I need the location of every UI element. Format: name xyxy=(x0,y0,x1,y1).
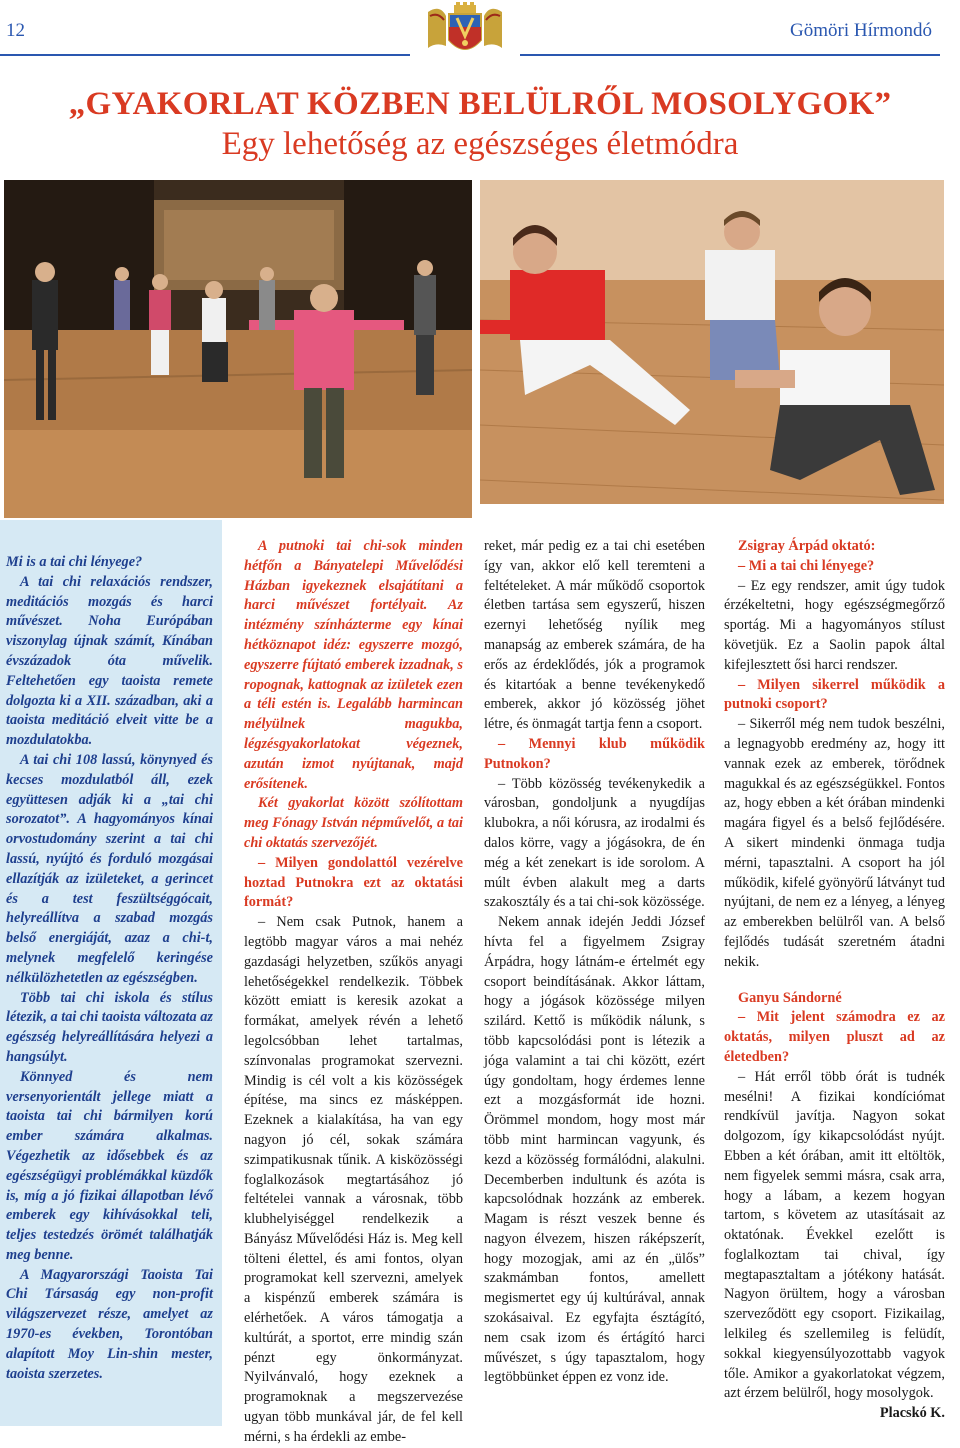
interview-answer: – Ez egy rendszer, amit úgy tudok érzékeltetni, hogy egészségmegőrző sportág. Mi a hagyományos stílust követjük. Ez a Saolin papok által kifejlesztett ősi harci rendszer. xyxy=(724,577,945,673)
page-number: 12 xyxy=(6,20,25,41)
sidebar-paragraph: A Magyarországi Taoista Tai Chi Társaság egy non-profit világszervezet része, amelyet az 1970-es években, Torontóban alapított Moy Lin-shin mester, taoista szerzetes. xyxy=(6,1266,213,1382)
answer-text: – Hát erről több órát is tudnék mesélni! A fizikai kondíciómat rendkívül javítja. Nagyon sokat dolgozom, így kikapcsolódást nyújt. Ebben a két órában, amit itt eltöltök, nem figyelek semmi másra, csak arra, hogy a lábam, a kezem hogyan tartom, s követem az utasításait az oktatónak. Évekkel ezelőtt is foglalkoztam tai chival, így megtapasztaltam a jótékony hatását. Nagyon örültem, hogy a városban szerveződött egy csoport. Fizikailag, lelkileg és szellemileg is felüdít, sokkal kiegyensúlyozottabb vagyok tőle. Amikor a gyakorlatokat végzem, azt érzem belülről, hogy mosolygok. xyxy=(724,1068,945,1402)
sidebar-text xyxy=(6,553,213,1384)
interview-question: – Milyen gondolattól vezérelve hoztad Putnokra ezt az oktatási formát? xyxy=(244,854,463,911)
article-column-4 xyxy=(724,537,945,1424)
article-column-3 xyxy=(484,537,705,1388)
answer-continuation: reket, már pedig ez a tai chi esetében így van, akkor elő kell teremteni a feltételeket. A már működő csoportok életben tartása sem egyszerű, hiszen ezernyi lehetőség nyílik meg manapság az emberek számára, de ha erős az érdeklődés, jók a programok és kitartóak a benne tevékenykedő emberek, akkor jó közösség jöhet létre, és önmagát tartja fenn a csoport. xyxy=(484,538,705,733)
headline-subtitle: Egy lehetőség az egészséges életmódra xyxy=(221,126,739,162)
photo-group-practice xyxy=(4,180,472,518)
sidebar-paragraph: A tai chi 108 lassú, könynyed és kecses mozdulatból áll, ezek együttesen adják ki a „tai chi sorozatot”. A hagyományos kínai orvostudomány szerint a tai chi lassú, nyújtó és forduló mozgásai ellazítják az izületeket, a gerincet és a test feszültséggócait, helyreállítva a szabad mozgás belső energiáját, azaz a chi-t, melynek megfelelő keringése nélkülözhetetlen az egészségben. xyxy=(6,751,213,986)
interviewee-name: Ganyu Sándorné xyxy=(738,989,842,1006)
interviewee-name: Zsigray Árpád oktató: xyxy=(738,538,876,554)
interview-answer: – Több közösség tevékenykedik a városban, gondoljunk a nyugdíjas klubokra, a női kórusra, az irodalmi és dalos körre, vagy a jógásokra, de én még a két zenekart is ide sorolom. A múlt évben alakult meg a darts szakosztály és a tai chi-sok közössége. xyxy=(484,775,705,911)
newspaper-name: Gömöri Hírmondó xyxy=(790,20,932,41)
interview-question: – Mennyi klub működik Putnokon? xyxy=(484,735,705,772)
article-column-2 xyxy=(244,537,463,1448)
photo-two-women-stance xyxy=(480,180,944,504)
interview-question: – Mit jelent számodra ez az oktatás, milyen pluszt ad az életedben? xyxy=(724,1009,945,1065)
interview-answer xyxy=(724,1068,945,1422)
interview-answer: – Nem csak Putnok, hanem a legtöbb magyar város a mai nehéz gazdasági helyzetben, szűkös anyagi lehetőségekkel rendelkezik. Többek között emiatt is keresik azokat a formákat, amelyek révén a lehető legolcsóbban lehet tartalmas, színvonalas programokat szervezni. Mindig is cél volt a kis közösségek építése, ma sincs ez másképpen. Ezeknek a kialakítása, ha van egy nagyon jó cél, sokak számára szimpatikusnak tűnik. A kisközösségi foglalkozások megtartásához jó feltételei vannak a városnak, több klubhelyiséggel rendelkezik a Bányász Művelődési Ház is. Meg kell tölteni élettel, és ami fontos, olyan programokat kell szervezni, amelyek a kispénzű emberek számára is elérhetőek. A város támogatja a kultúrát, a sportot, erre mindig szán pénzt egy önkormányzat. Nyilvánvaló, hogy ezeknek a programoknak a megszervezése ugyan több munkával jár, de fel kell mérni, s ha érdekli az embe- xyxy=(244,914,463,1445)
author-signature: Placskó K. xyxy=(879,1405,945,1422)
sidebar-paragraph: A tai chi relaxációs rendszer, meditációs mozgás és harci művészet. Noha Európában viszonylag újnak számít, Kínában évszázadok óta művelik. Feltehetően egy taoista remete dolgozta ki a XII. században, aki a taoista meditáció elveit vitte be a mozdulatokba. xyxy=(6,573,213,749)
header-rule-right xyxy=(520,54,940,56)
header-rule-left xyxy=(0,54,410,56)
sidebar-paragraph: Könnyed és nem versenyorientált jellege miatt a taoista tai chi bármilyen korú ember számára alkalmas. Végezhetik az idősebbek és az egészségügyi problémákkal küzdők is, míg a jó fizikai állapotban lévő emberek egy kihívásokkal teli, teljes testedzés örömét találhatják meg benne. xyxy=(6,1068,213,1263)
article-paragraph: Nekem annak idején Jeddi József hívta fel a figyelmem Zsigray Árpádra, hogy látnám-e értelmét egy csoport beindításának. Akkor láttam, hogy a jógások közössége milyen szilárd. Kettő is működik nálunk, s több kapcsolódási pont is létezik a jóga valamint a tai chi között, ezért úgy gondoltam, hogy érdemes lenne ezt a mozgásformát ide hozni. Örömmel mondom, hogy most már több mint harmincan vagyunk, és kezd a közösség formálódni, alakulni. Decemberben indultunk és azóta is kapcsolódnak hozzánk az emberek. Magam is részt veszek benne és nagyon élvezem, hiszen ráképszerít, hogy mozogjak, ami az én „ülős” szakmámban fontos, amellett megismertet egy új kultúrával, annak szokásaival. Ez egyfajta észtágító, nem csak izom és értágító harci művészet, s úgy tapasztalom, hogy legtöbbünket éppen ez vonz ide. xyxy=(484,914,705,1386)
sidebar-paragraph: Több tai chi iskola és stílus létezik, a tai chi taoista változata az egészség helyreállítására helyezi a hangsúlyt. xyxy=(6,989,213,1065)
headline-title: „GYAKORLAT KÖZBEN BELÜLRŐL MOSOLYGOK” xyxy=(68,86,892,122)
interview-answer: – Sikerről még nem tudok beszélni, a legnagyobb eredmény az, hogy itt vannak ezek az emberek, törődnek magukkal és az egészségükkel. Fontos az, hogy ebben a két órában mindenki magára figyel és a belső fejlődésére. A sikert mindenki önmaga tudja mérni, tapasztalni. A csoport ha jól működik, kifelé gyönyörű látványt tud nyújtani, de nem ez a lényeg, a lényeg az emberekben belülről van. A belső fejlődés tudását szeretném átadni nekik. xyxy=(724,716,945,970)
interview-question: – Mi a tai chi lényege? xyxy=(738,557,875,574)
sidebar-heading: Mi is a tai chi lényege? xyxy=(6,554,143,570)
lead-paragraph: A putnoki tai chi-sok minden hétfőn a Bányatelepi Művelődési Házban igyekeznek elsajátítani a harci művészet fortélyait. Az intézmény színházterme egy kínai hétköznapot idéz: egyszerre mozgó, egyszerre fújtató emberek izzadnak, s ropognak, kattognak az izületek ezen a téli estén is. Legalább harmincan mélyülnek magukba, légzésgyakorlatokat végeznek, azután izmot nyújtanak, majd erősítenek. xyxy=(244,538,463,792)
coat-of-arms-icon xyxy=(424,2,506,60)
spacer xyxy=(724,973,945,989)
article-lead xyxy=(244,537,463,854)
lead-paragraph: Két gyakorlat között szólítottam meg Fónagy István népművelőt, a tai chi oktatás szervezőjét. xyxy=(244,795,463,851)
interview-question: – Milyen sikerrel működik a putnoki csoport? xyxy=(724,676,945,713)
